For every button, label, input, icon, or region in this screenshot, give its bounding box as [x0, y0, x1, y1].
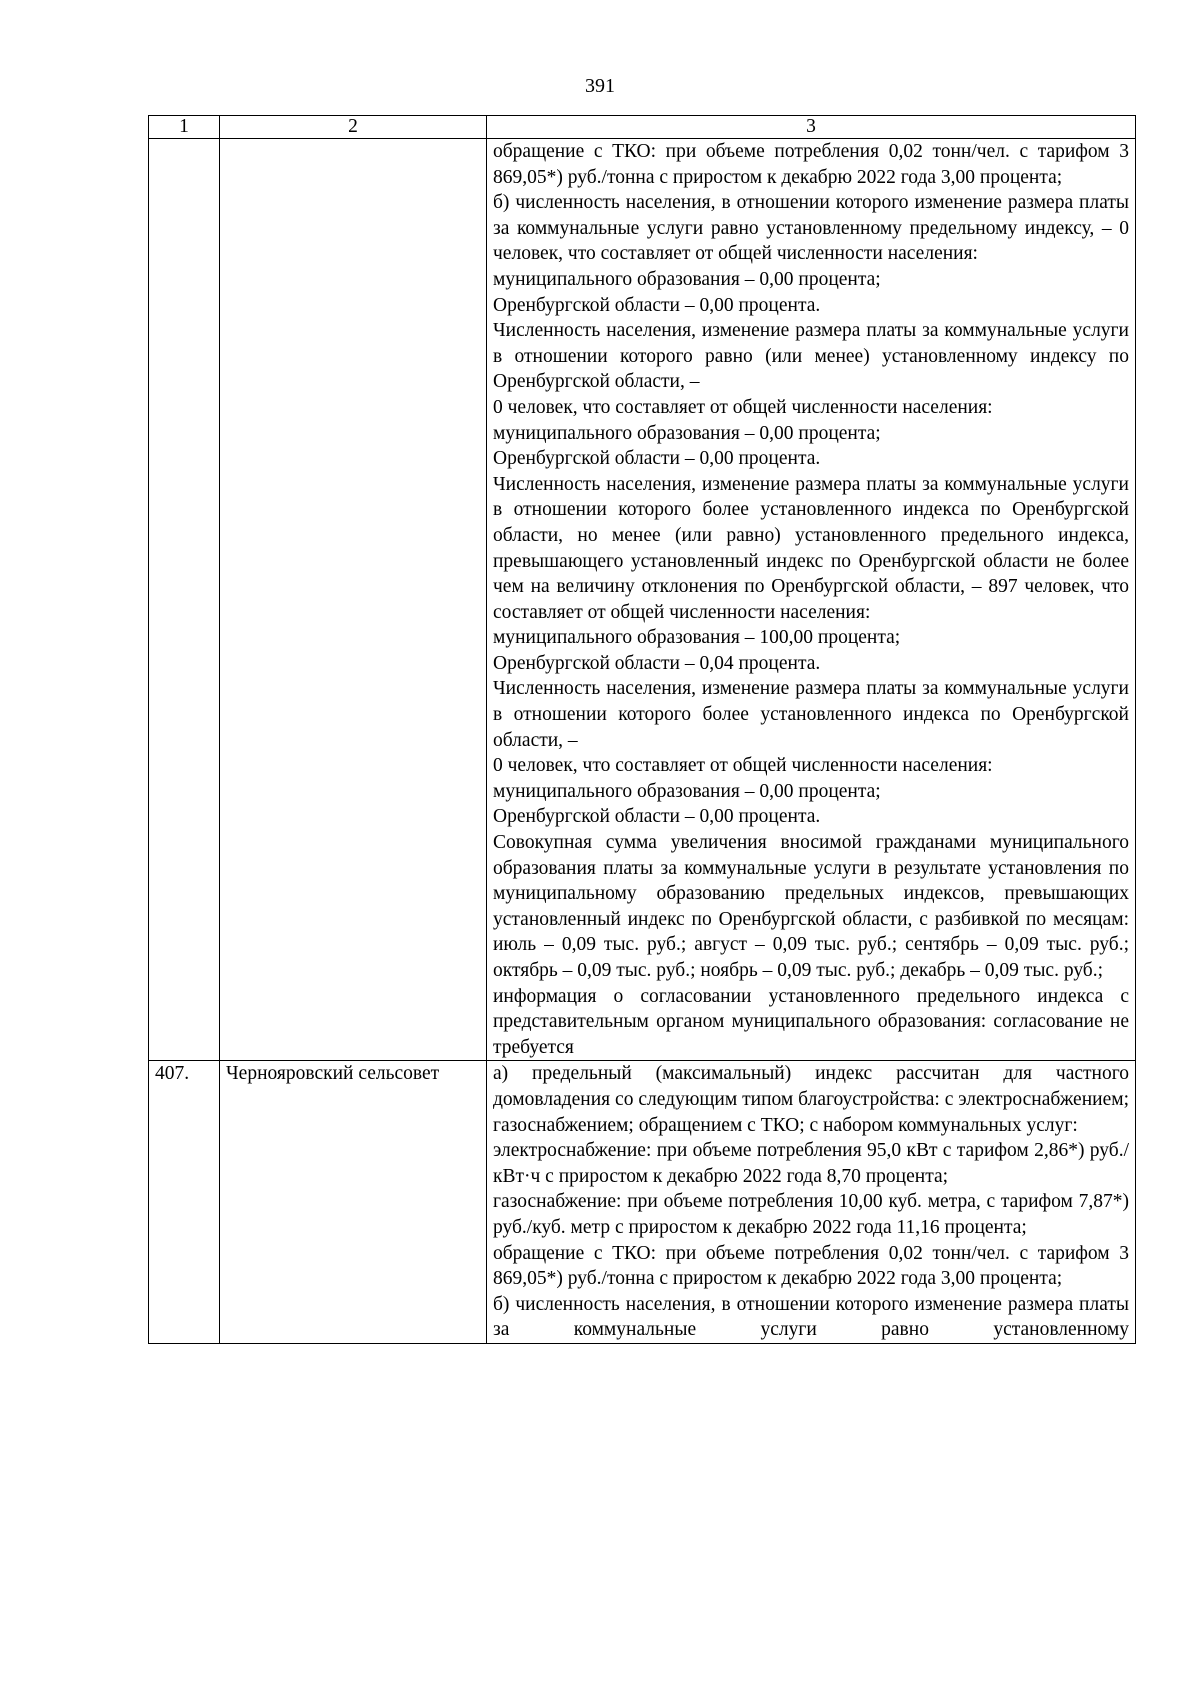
paragraph-b-population: б) численность населения, в отношении которого изменение размера платы за коммунальные услуги равно установленному — [493, 1293, 1129, 1341]
paragraph-municipal-share: муниципального образования – 0,00 процента; — [493, 268, 881, 290]
row-number-cell: 407. — [149, 1061, 220, 1344]
paragraph-electricity: электроснабжение: при объеме потребления 95,0 кВт с тарифом 2,86*) руб./кВт·ч с приростом к декабрю 2022 года 8,70 процента; — [493, 1140, 1129, 1187]
description-cell — [487, 1061, 1136, 1344]
header-col-2: 2 — [220, 116, 487, 139]
paragraph-a-index: а) предельный (максимальный) индекс рассчитан для частного домовладения со следующим типом благоустройства: с электроснабжением; газоснабжением; обращением с ТКО; с набором коммунальных услуг: — [493, 1063, 1129, 1136]
paragraph-b-population: б) численность населения, в отношении которого изменение размера платы за коммунальные услуги равно установленному предельному индексу, – 0 человек, что составляет от общей численности населения: — [493, 192, 1129, 265]
paragraph-region-share: Оренбургской области – 0,00 процента. — [493, 448, 821, 470]
paragraph-gas: газоснабжение: при объеме потребления 10,00 куб. метра, с тарифом 7,87*) руб./куб. метр с приростом к декабрю 2022 года 11,16 процента; — [493, 1191, 1129, 1238]
table-row-407 — [149, 1061, 1136, 1344]
header-col-3: 3 — [487, 116, 1136, 139]
paragraph-population-count: 0 человек, что составляет от общей численности населения: — [493, 755, 993, 777]
paragraph-population-above: Численность населения, изменение размера платы за коммунальные услуги в отношении которого более установленного индекса по Оренбургской области, – — [493, 678, 1129, 751]
paragraph-population-equal-or-less: Численность населения, изменение размера платы за коммунальные услуги в отношении которого равно (или менее) установленному индексу по Оренбургской области, – — [493, 320, 1129, 393]
paragraph-municipal-share: муниципального образования – 0,00 процента; — [493, 422, 881, 444]
paragraph-total-increase: Совокупная сумма увеличения вносимой гражданами муниципального образования платы за коммунальные услуги в результате установления по муниципальному образованию предельных индексов, превышающих установленный индекс по Оренбургской области, с разбивкой по месяцам: июль – 0,09 тыс. руб.; август – 0,09 тыс. руб.; сентябрь – 0,09 тыс. руб.; октябрь – 0,09 тыс. руб.; ноябрь – 0,09 тыс. руб.; декабрь – 0,09 тыс. руб.; — [493, 832, 1129, 981]
row-number-cell — [149, 139, 220, 1061]
municipality-cell — [220, 139, 487, 1061]
indices-table — [148, 115, 1136, 1344]
paragraph-municipal-share: муниципального образования – 100,00 процента; — [493, 627, 901, 649]
table-row-continuation — [149, 139, 1136, 1061]
description-cell — [487, 139, 1136, 1061]
paragraph-population-count: 0 человек, что составляет от общей численности населения: — [493, 396, 993, 418]
paragraph-tko: обращение с ТКО: при объеме потребления 0,02 тонн/чел. с тарифом 3 869,05*) руб./тонна с приростом к декабрю 2022 года 3,00 процента; — [493, 141, 1129, 188]
page-number: 391 — [585, 75, 615, 97]
municipality-cell: Чернояровский сельсовет — [220, 1061, 487, 1344]
paragraph-approval-info: информация о согласовании установленного предельного индекса с представительным органом муниципального образования: согласование не требуется — [493, 985, 1129, 1058]
header-col-1: 1 — [149, 116, 220, 139]
paragraph-region-share: Оренбургской области – 0,00 процента. — [493, 294, 821, 316]
table-header-row — [149, 116, 1136, 139]
paragraph-municipal-share: муниципального образования – 0,00 процента; — [493, 780, 881, 802]
paragraph-tko: обращение с ТКО: при объеме потребления 0,02 тонн/чел. с тарифом 3 869,05*) руб./тонна с приростом к декабрю 2022 года 3,00 процента; — [493, 1242, 1129, 1290]
paragraph-region-share: Оренбургской области – 0,00 процента. — [493, 806, 821, 828]
paragraph-region-share: Оренбургской области – 0,04 процента. — [493, 652, 821, 674]
paragraph-population-between: Численность населения, изменение размера платы за коммунальные услуги в отношении которого более установленного индекса по Оренбургской области, но менее (или равно) установленного предельного индекса, превышающего установленный индекс по Оренбургской области не более чем на величину отклонения по Оренбургской области, – 897 человек, что составляет от общей численности населения: — [493, 473, 1129, 623]
